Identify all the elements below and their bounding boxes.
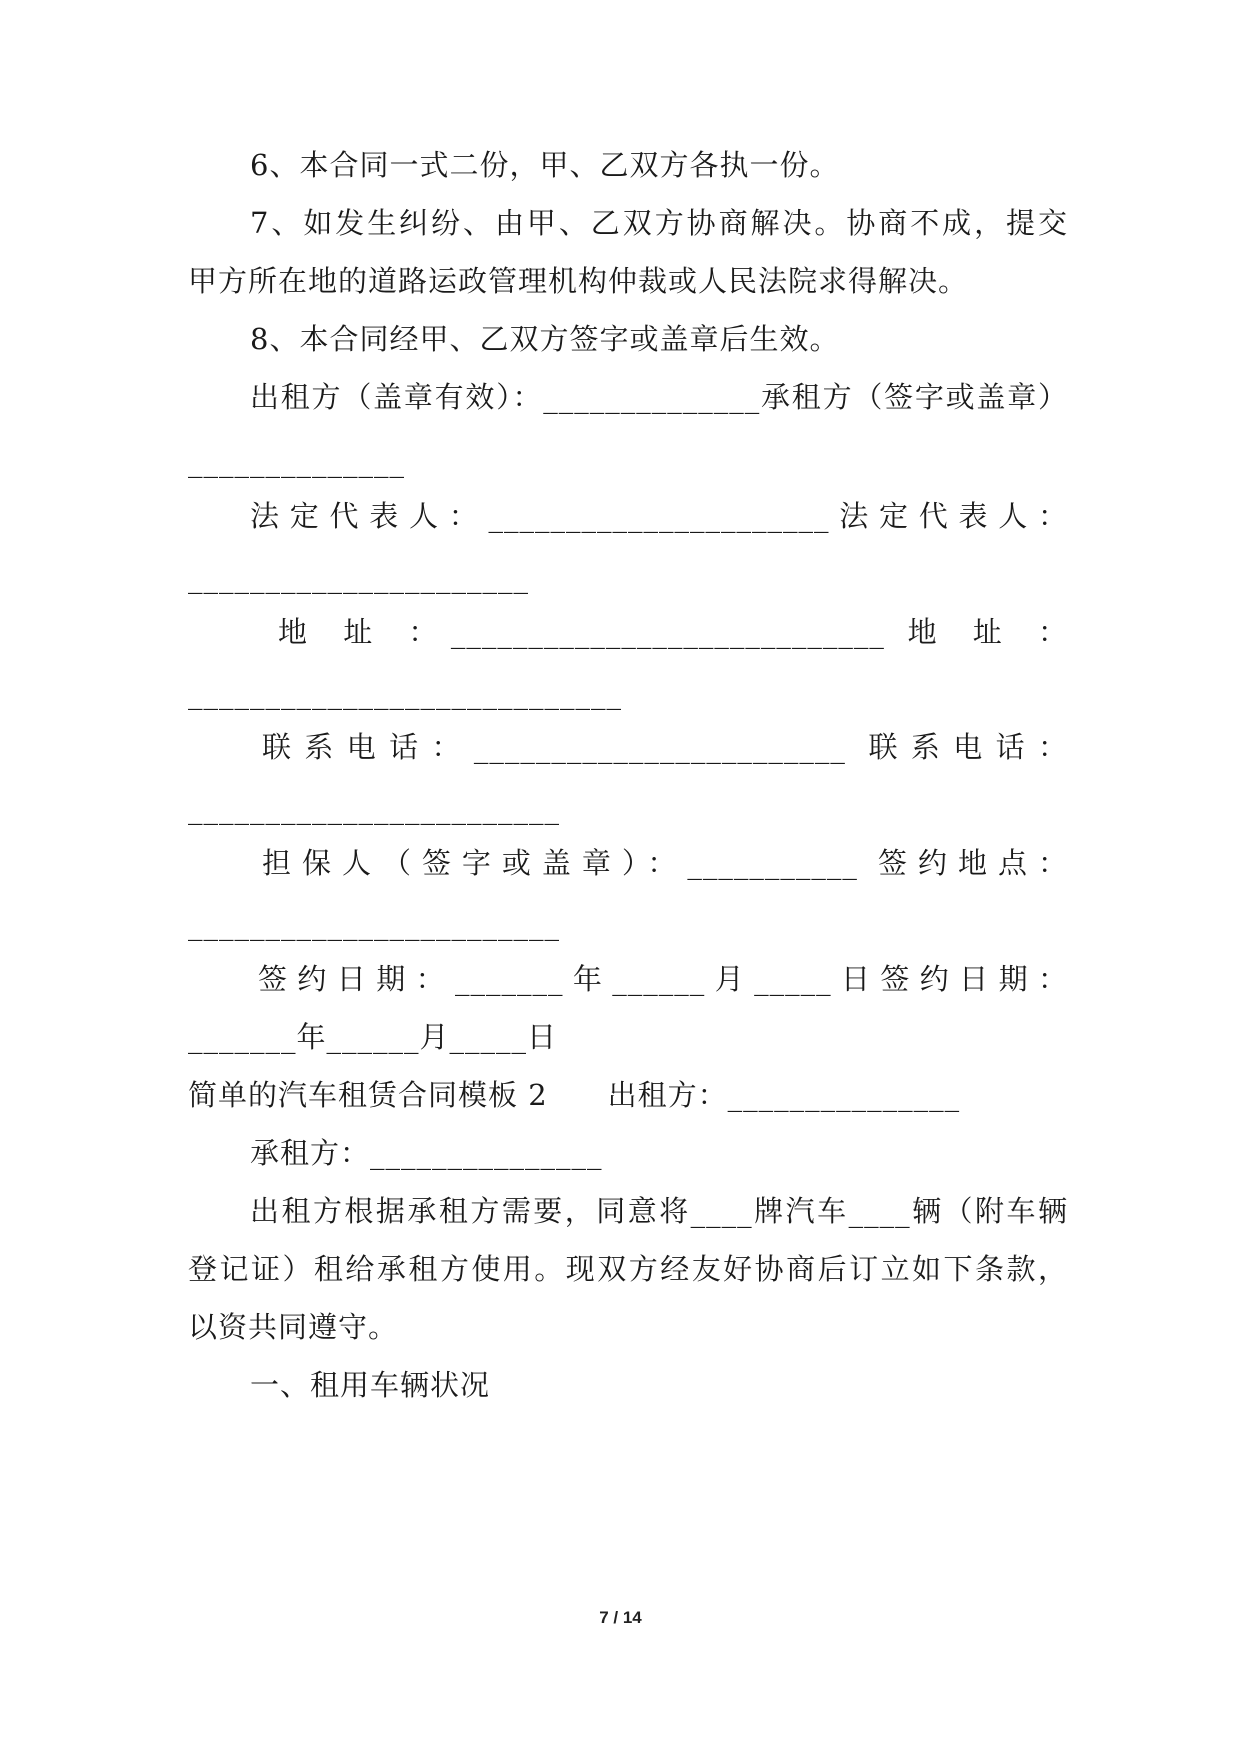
section-1-heading: 一、租用车辆状况 — [250, 1368, 491, 1402]
legal-rep-blank: ______________________ — [188, 560, 529, 594]
phone-line: 联系电话：________________________ 联系电话： — [262, 730, 1068, 764]
legal-rep-line: 法定代表人：______________________法定代表人： — [250, 499, 1068, 533]
guarantor-line: 担保人（签字或盖章）：___________ 签约地点： — [262, 846, 1068, 880]
clause-7-line-1: 7、如发生纠纷、由甲、乙双方协商解决。协商不成，提交 — [250, 206, 1068, 240]
address-line: 地 址 ：____________________________ 地 址 ： — [278, 615, 1068, 649]
template-2-title-line: 简单的汽车租赁合同模板 2 出租方：_______________ — [188, 1078, 961, 1112]
clause-6: 6、本合同一式二份，甲、乙双方各执一份。 — [250, 148, 840, 182]
clause-8: 8、本合同经甲、乙双方签字或盖章后生效。 — [250, 322, 840, 356]
intro-line-2: 登记证）租给承租方使用。现双方经友好协商后订立如下条款， — [188, 1252, 1068, 1286]
signature-lessor-line: 出租方（盖章有效）：______________承租方（签字或盖章） — [250, 380, 1068, 414]
address-blank: ____________________________ — [188, 676, 622, 710]
signing-date-line: 签约日期：_______年______月_____日签约日期： — [258, 962, 1068, 996]
signing-date-blank: _______年______月_____日 — [188, 1020, 558, 1054]
clause-7-line-2: 甲方所在地的道路运政管理机构仲裁或人民法院求得解决。 — [188, 264, 969, 298]
page-number: 7 / 14 — [599, 1608, 642, 1627]
guarantor-blank: ________________________ — [188, 907, 560, 941]
signature-lessor-blank: ______________ — [188, 444, 405, 478]
intro-line-1: 出租方根据承租方需要，同意将____牌汽车____辆（附车辆 — [250, 1194, 1068, 1228]
intro-line-3: 以资共同遵守。 — [188, 1310, 399, 1344]
phone-blank: ________________________ — [188, 791, 560, 825]
lessee-line: 承租方：_______________ — [250, 1136, 603, 1170]
